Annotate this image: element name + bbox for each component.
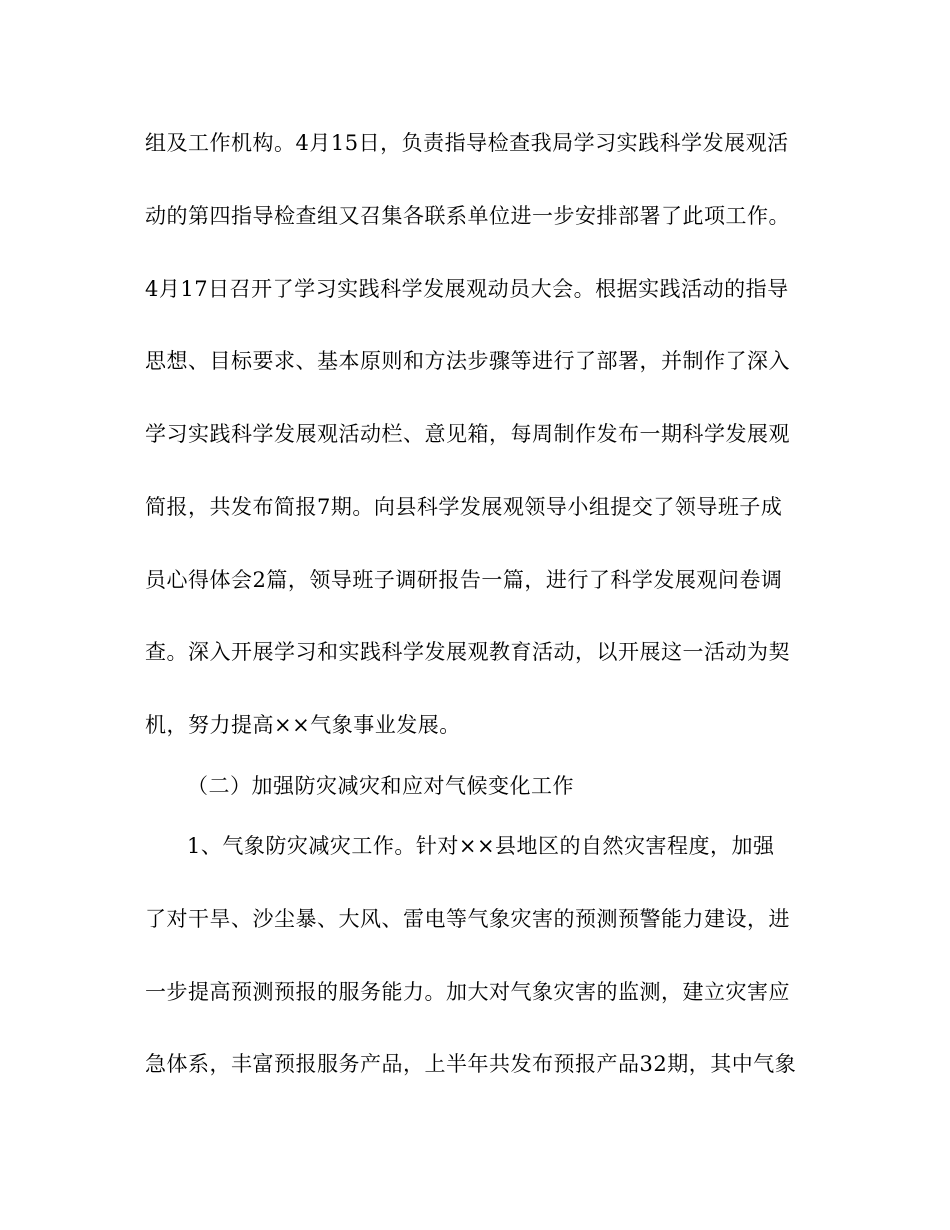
body-line-13: 一步提高预测预报的服务能力。加大对气象灾害的监测，建立灾害应 <box>145 980 790 1004</box>
body-line-2: 动的第四指导检查组又召集各联系单位进一步安排部署了此项工作。 <box>145 204 790 228</box>
body-line-7: 员心得体会2篇，领导班子调研报告一篇，进行了科学发展观问卷调 <box>145 568 783 592</box>
body-line-4: 思想、目标要求、基本原则和方法步骤等进行了部署，并制作了深入 <box>145 349 790 373</box>
body-line-3: 4月17日召开了学习实践科学发展观动员大会。根据实践活动的指导 <box>145 277 789 301</box>
body-line-11: 1、气象防灾减灾工作。针对××县地区的自然灾害程度，加强 <box>187 834 775 858</box>
section-heading: （二）加强防灾减灾和应对气候变化工作 <box>187 774 574 798</box>
body-line-8: 查。深入开展学习和实践科学发展观教育活动，以开展这一活动为契 <box>145 640 790 664</box>
body-line-14: 急体系，丰富预报服务产品，上半年共发布预报产品32期，其中气象 <box>145 1052 797 1076</box>
body-line-6: 简报，共发布简报7期。向县科学发展观领导小组提交了领导班子成 <box>145 495 783 519</box>
body-line-1: 组及工作机构。4月15日，负责指导检查我局学习实践科学发展观活 <box>145 131 789 155</box>
body-line-5: 学习实践科学发展观活动栏、意见箱，每周制作发布一期科学发展观 <box>145 422 790 446</box>
body-line-9: 机，努力提高××气象事业发展。 <box>145 713 461 737</box>
body-line-12: 了对干旱、沙尘暴、大风、雷电等气象灾害的预测预警能力建设，进 <box>145 907 790 931</box>
